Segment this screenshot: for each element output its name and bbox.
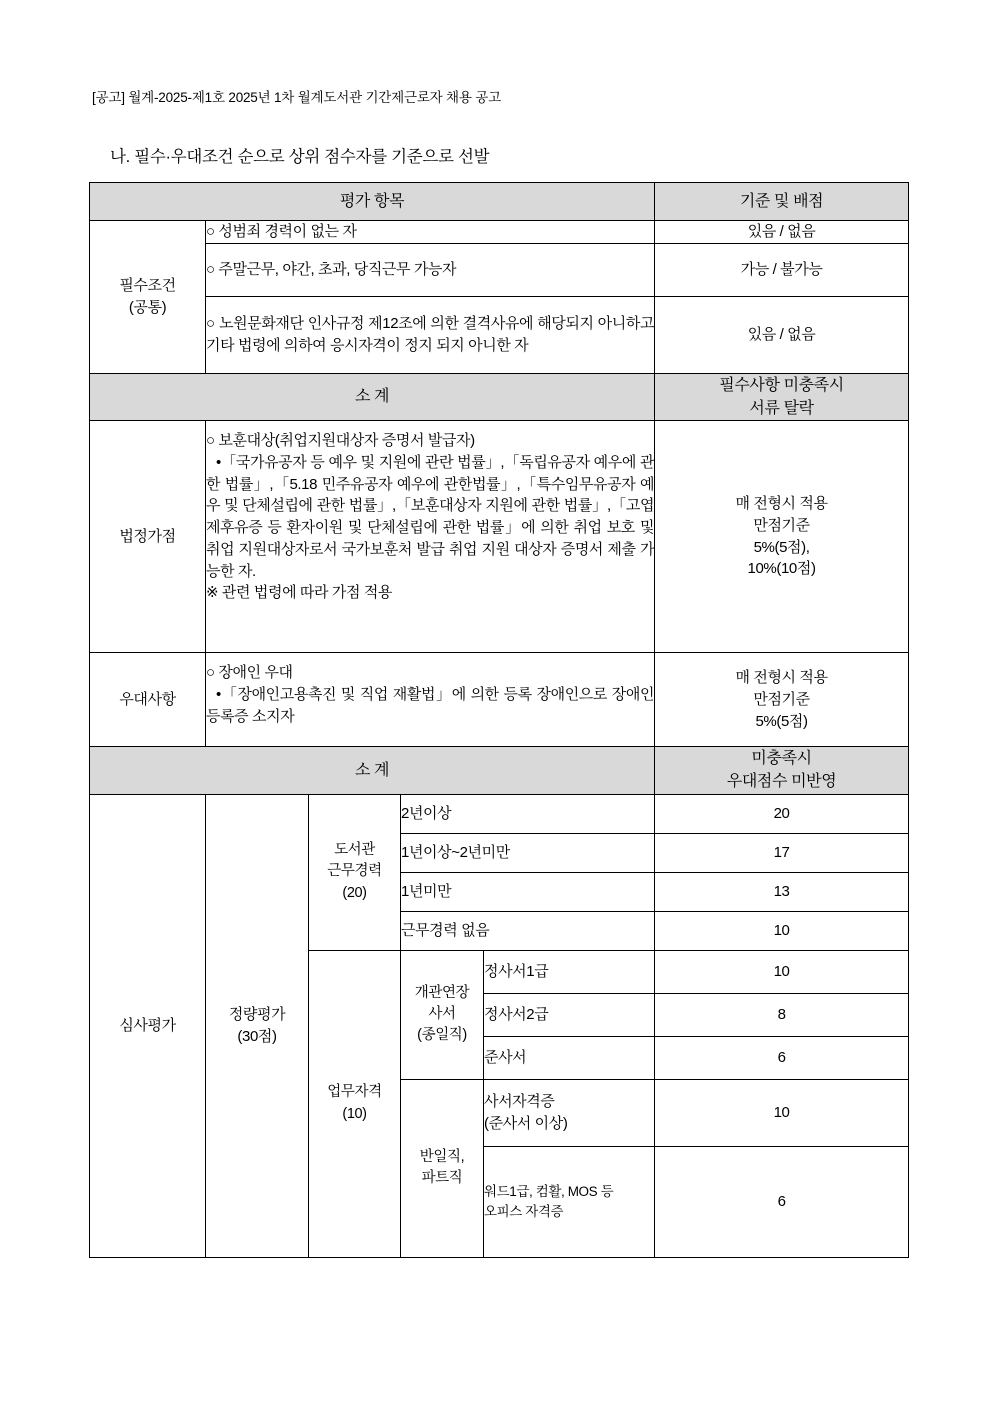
career-score-4: 10: [655, 911, 909, 950]
qualification-item-4-line2: (준사서 이상): [484, 1114, 568, 1132]
qualification-subgroup-parttime: [401, 1079, 484, 1257]
evaluation-table-wrapper: [89, 182, 908, 1258]
table-row-subtotal-2: [90, 747, 909, 794]
qualification-subgroup-fulltime-line1: 개관연장: [414, 984, 470, 1001]
career-item-1: 2년이상: [401, 794, 655, 833]
subtotal-1-criteria-line2: 서류 탈락: [749, 399, 814, 417]
preference-item-cell: [206, 653, 655, 747]
qualification-subgroup-fulltime-line2: 사서: [428, 1005, 456, 1022]
qualification-score-2: 8: [655, 993, 909, 1036]
legal-bonus-criteria-line1: 매 전형시 적용: [735, 495, 828, 513]
qualification-score-4: 10: [655, 1079, 909, 1146]
quantitative-line2: (30점): [237, 1027, 277, 1045]
column-header-evaluation-items: 평가 항목: [90, 183, 655, 221]
legal-bonus-criteria-line2: 만점기준: [753, 516, 810, 534]
qualification-item-3: 준사서: [484, 1036, 655, 1079]
qualification-score-3: 6: [655, 1036, 909, 1079]
qualification-subgroup-fulltime: [401, 950, 484, 1079]
required-item-1: ○ 성범죄 경력이 없는 자: [206, 221, 655, 244]
table-left-spine-continuation: [89, 1250, 90, 1255]
table-row-required-3: [90, 296, 909, 373]
legal-bonus-item-line1: ○ 보훈대상(취업지원대상자 증명서 발급자): [206, 432, 475, 450]
preference-criteria-line2: 만점기준: [753, 690, 810, 708]
required-item-3: ○ 노원문화재단 인사규정 제12조에 의한 결격사유에 해당되지 아니하고 기타 법령에 의하여 응시자격이 정지 되지 아니한 자: [206, 296, 655, 373]
qualification-item-4-line1: 사서자격증: [484, 1092, 555, 1110]
preference-item-bullet: •「장애인고용촉진 및 직업 재활법」에 의한 등록 장애인으로 장애인등록증 소지자: [206, 685, 655, 725]
evaluation-criteria-table: [89, 182, 909, 1258]
row-label-required-line2: (공통): [128, 298, 167, 316]
row-label-required: [90, 221, 206, 374]
quantitative-line1: 정량평가: [228, 1005, 286, 1023]
qualification-subgroup-parttime-line2: 파트직: [421, 1170, 463, 1186]
column-header-criteria-points: 기준 및 배점: [655, 183, 909, 221]
document-header-line: [공고] 월계-2025-제1호 2025년 1차 월계도서관 기간제근로자 채용 공고: [92, 90, 501, 105]
preference-item-line1: ○ 장애인 우대: [206, 664, 293, 682]
required-criteria-1: 있음 / 없음: [655, 221, 909, 244]
subtotal-2-criteria-line2: 우대점수 미반영: [726, 773, 837, 791]
subtotal-2-criteria-line1: 미충족시: [751, 750, 812, 768]
career-score-2: 17: [655, 833, 909, 872]
required-criteria-2: 가능 / 불가능: [655, 243, 909, 296]
career-score-3: 13: [655, 872, 909, 911]
table-row-required-1: [90, 221, 909, 244]
row-label-legal-bonus: 법정가점: [90, 421, 206, 653]
qualification-subgroup-fulltime-line3: (종일직): [417, 1027, 467, 1043]
qualification-label-line1: 업무자격: [327, 1084, 382, 1101]
qualification-label-line2: (10): [342, 1105, 367, 1122]
qualification-item-2: 정사서2급: [484, 993, 655, 1036]
qualification-score-1: 10: [655, 950, 909, 993]
qualification-score-5: 6: [655, 1146, 909, 1257]
legal-bonus-item-cell: [206, 421, 655, 653]
legal-bonus-item-bullet: •「국가유공자 등 예우 및 지원에 관란 법률」,「독립유공자 예우에 관한 법률」,「5.18 민주유공자 예우에 관한법률」,「특수임무유공자 예우 및 단체설립에 관한 법률」,「보훈대상자 지원에 관한 법률」,「고엽제후유증 등 환자이원 및 단체설립에 관한 법률」에 의한 취업 보호 및 취업 지원대상자로서 국가보훈처 발급 취업 지원 대상자 증명서 제출 가능한 자.: [206, 453, 655, 580]
career-group-label-line1: 도서관: [334, 842, 375, 859]
subtotal-1-criteria: [655, 373, 909, 420]
subtotal-2-criteria: [655, 747, 909, 794]
subtotal-2-label: 소 계: [90, 747, 655, 794]
career-group-label: [309, 794, 401, 950]
preference-criteria: [655, 653, 909, 747]
row-label-quantitative: [206, 794, 309, 1257]
legal-bonus-criteria-line4: 10%(10점): [747, 560, 816, 578]
row-label-preference: 우대사항: [90, 653, 206, 747]
table-header-row: [90, 183, 909, 221]
section-sub-heading: 나. 필수·우대조건 순으로 상위 점수자를 기준으로 선발: [110, 148, 490, 166]
row-label-required-line1: 필수조건: [119, 277, 176, 295]
table-row-subtotal-1: [90, 373, 909, 420]
legal-bonus-criteria: [655, 421, 909, 653]
qualification-item-5-line2: 오피스 자격증: [484, 1203, 564, 1219]
career-item-4: 근무경력 없음: [401, 911, 655, 950]
table-row-preference: [90, 653, 909, 747]
qualification-item-5: [484, 1146, 655, 1257]
legal-bonus-criteria-line3: 5%(5점),: [753, 538, 810, 556]
career-item-3: 1년미만: [401, 872, 655, 911]
qualification-subgroup-parttime-line1: 반일직,: [419, 1148, 465, 1165]
career-group-label-line2: 근무경력: [327, 863, 382, 880]
career-group-label-line3: (20): [342, 884, 367, 901]
table-row-career-1: [90, 794, 909, 833]
qualification-item-4: [484, 1079, 655, 1146]
row-label-screening: 심사평가: [90, 794, 206, 1257]
table-row-required-2: [90, 243, 909, 296]
required-criteria-3: 있음 / 없음: [655, 296, 909, 373]
subtotal-1-label: 소 계: [90, 373, 655, 420]
career-score-1: 20: [655, 794, 909, 833]
table-row-legal-bonus: [90, 421, 909, 653]
preference-criteria-line1: 매 전형시 적용: [735, 669, 828, 686]
required-item-2: ○ 주말근무, 야간, 초과, 당직근무 가능자: [206, 243, 655, 296]
qualification-item-1: 정사서1급: [484, 950, 655, 993]
career-item-2: 1년이상~2년미만: [401, 833, 655, 872]
subtotal-1-criteria-line1: 필수사항 미충족시: [719, 376, 844, 394]
preference-criteria-line3: 5%(5점): [755, 712, 808, 730]
legal-bonus-item-note: ※ 관련 법령에 따라 가점 적용: [206, 584, 392, 602]
qualification-group-label: [309, 950, 401, 1257]
qualification-item-5-line1: 워드1급, 컴활, MOS 등: [484, 1183, 614, 1199]
